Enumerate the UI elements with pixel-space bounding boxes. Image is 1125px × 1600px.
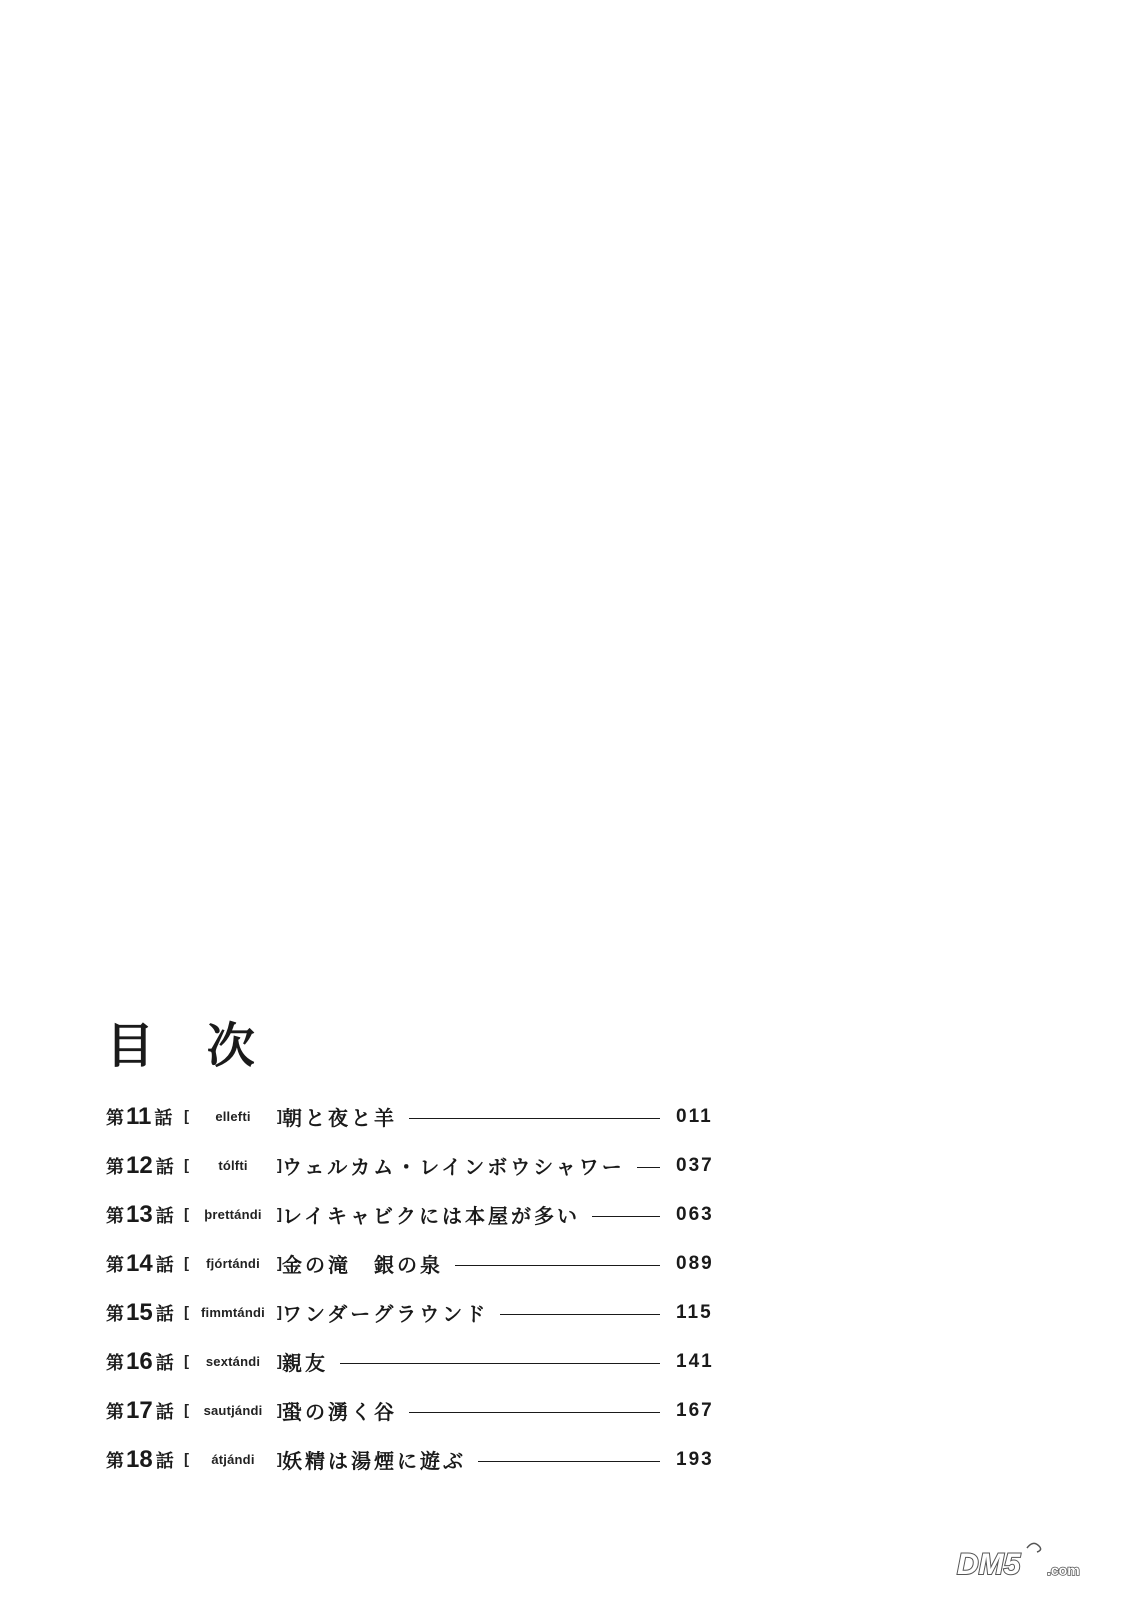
episode-title: 親友 xyxy=(282,1351,328,1375)
episode-icelandic-number xyxy=(184,1402,282,1419)
icelandic-ordinal: sautjándi xyxy=(203,1403,263,1418)
icelandic-ordinal: þrettándi xyxy=(204,1207,262,1222)
episode-title: 蛩の湧く谷 xyxy=(282,1400,397,1424)
close-bracket: ] xyxy=(277,1304,282,1321)
episode-suffix: 話 xyxy=(155,1205,174,1227)
episode-label xyxy=(106,1348,184,1376)
open-bracket: [ xyxy=(184,1402,189,1419)
episode-prefix: 第 xyxy=(106,1401,124,1423)
page-number: 037 xyxy=(676,1154,714,1176)
episode-prefix: 第 xyxy=(106,1107,124,1129)
toc-entry xyxy=(106,1190,726,1239)
page-number: 193 xyxy=(676,1448,714,1470)
leader-line xyxy=(455,1265,660,1266)
page-number: 011 xyxy=(676,1105,713,1127)
close-bracket: ] xyxy=(277,1353,282,1370)
episode-icelandic-number xyxy=(184,1108,282,1125)
episode-title: 朝と夜と羊 xyxy=(282,1106,397,1130)
toc-entry xyxy=(106,1435,726,1484)
episode-number: 12 xyxy=(126,1151,153,1179)
episode-icelandic-number xyxy=(184,1157,282,1174)
open-bracket: [ xyxy=(184,1353,189,1370)
episode-icelandic-number xyxy=(184,1206,282,1223)
episode-title: 妖精は湯煙に遊ぶ xyxy=(282,1449,466,1473)
episode-prefix: 第 xyxy=(106,1254,124,1276)
episode-icelandic-number xyxy=(184,1353,282,1370)
episode-prefix: 第 xyxy=(106,1450,124,1472)
dm5-watermark-logo xyxy=(955,1538,1095,1582)
episode-label xyxy=(106,1152,184,1180)
icelandic-ordinal: tólfti xyxy=(218,1158,248,1173)
episode-label xyxy=(106,1103,184,1131)
icelandic-ordinal: átjándi xyxy=(211,1452,255,1467)
episode-label xyxy=(106,1250,184,1278)
episode-prefix: 第 xyxy=(106,1205,124,1227)
episode-title: 金の滝 銀の泉 xyxy=(282,1253,443,1277)
episode-suffix: 話 xyxy=(155,1156,174,1178)
episode-prefix: 第 xyxy=(106,1303,124,1325)
leader-line xyxy=(478,1461,660,1462)
toc-entry xyxy=(106,1092,726,1141)
episode-title: ウェルカム・レインボウシャワー xyxy=(282,1155,625,1179)
leader-line xyxy=(409,1118,660,1119)
episode-suffix: 話 xyxy=(155,1303,174,1325)
episode-icelandic-number xyxy=(184,1304,282,1321)
episode-number: 13 xyxy=(126,1200,153,1228)
episode-number: 16 xyxy=(126,1347,153,1375)
episode-suffix: 話 xyxy=(155,1450,174,1472)
episode-title: レイキャビクには本屋が多い xyxy=(282,1204,580,1228)
icelandic-ordinal: sextándi xyxy=(205,1354,261,1369)
episode-suffix: 話 xyxy=(155,1352,174,1374)
close-bracket: ] xyxy=(277,1402,282,1419)
episode-number: 11 xyxy=(126,1102,152,1130)
close-bracket: ] xyxy=(277,1255,282,1272)
episode-label xyxy=(106,1446,184,1474)
table-of-contents xyxy=(106,1018,726,1484)
close-bracket: ] xyxy=(277,1157,282,1174)
toc-entry xyxy=(106,1337,726,1386)
open-bracket: [ xyxy=(184,1451,189,1468)
toc-entry xyxy=(106,1239,726,1288)
episode-prefix: 第 xyxy=(106,1156,124,1178)
leader-line xyxy=(340,1363,660,1364)
toc-entry xyxy=(106,1141,726,1190)
page-number: 167 xyxy=(676,1399,714,1421)
open-bracket: [ xyxy=(184,1206,189,1223)
icelandic-ordinal: fimmtándi xyxy=(201,1305,265,1320)
open-bracket: [ xyxy=(184,1255,189,1272)
episode-number: 17 xyxy=(126,1396,153,1424)
icelandic-ordinal: ellefti xyxy=(215,1109,251,1124)
episode-label xyxy=(106,1201,184,1229)
mascot-swirl-icon xyxy=(1027,1543,1041,1552)
episode-number: 14 xyxy=(126,1249,153,1277)
episode-suffix: 話 xyxy=(155,1401,174,1423)
episode-icelandic-number xyxy=(184,1255,282,1272)
episode-label xyxy=(106,1397,184,1425)
episode-suffix: 話 xyxy=(155,1254,174,1276)
close-bracket: ] xyxy=(277,1108,282,1125)
leader-line xyxy=(592,1216,660,1217)
close-bracket: ] xyxy=(277,1206,282,1223)
icelandic-ordinal: fjórtándi xyxy=(206,1256,260,1271)
leader-line xyxy=(500,1314,660,1315)
open-bracket: [ xyxy=(184,1304,189,1321)
episode-title: ワンダーグラウンド xyxy=(282,1302,489,1326)
open-bracket: [ xyxy=(184,1157,189,1174)
episode-number: 18 xyxy=(126,1445,153,1473)
page-number: 141 xyxy=(676,1350,714,1372)
page-number: 089 xyxy=(676,1252,714,1274)
episode-number: 15 xyxy=(126,1298,153,1326)
watermark-brand: DM5 xyxy=(957,1548,1021,1581)
close-bracket: ] xyxy=(277,1451,282,1468)
open-bracket: [ xyxy=(184,1108,189,1125)
episode-label xyxy=(106,1299,184,1327)
page-number: 115 xyxy=(676,1301,713,1323)
leader-line xyxy=(637,1167,660,1168)
toc-entry xyxy=(106,1386,726,1435)
leader-line xyxy=(409,1412,660,1413)
episode-prefix: 第 xyxy=(106,1352,124,1374)
watermark-domain: .com xyxy=(1047,1562,1080,1578)
toc-heading: 目 次 xyxy=(106,1018,273,1074)
page-number: 063 xyxy=(676,1203,714,1225)
toc-entry xyxy=(106,1288,726,1337)
episode-suffix: 話 xyxy=(154,1107,173,1129)
episode-icelandic-number xyxy=(184,1451,282,1468)
